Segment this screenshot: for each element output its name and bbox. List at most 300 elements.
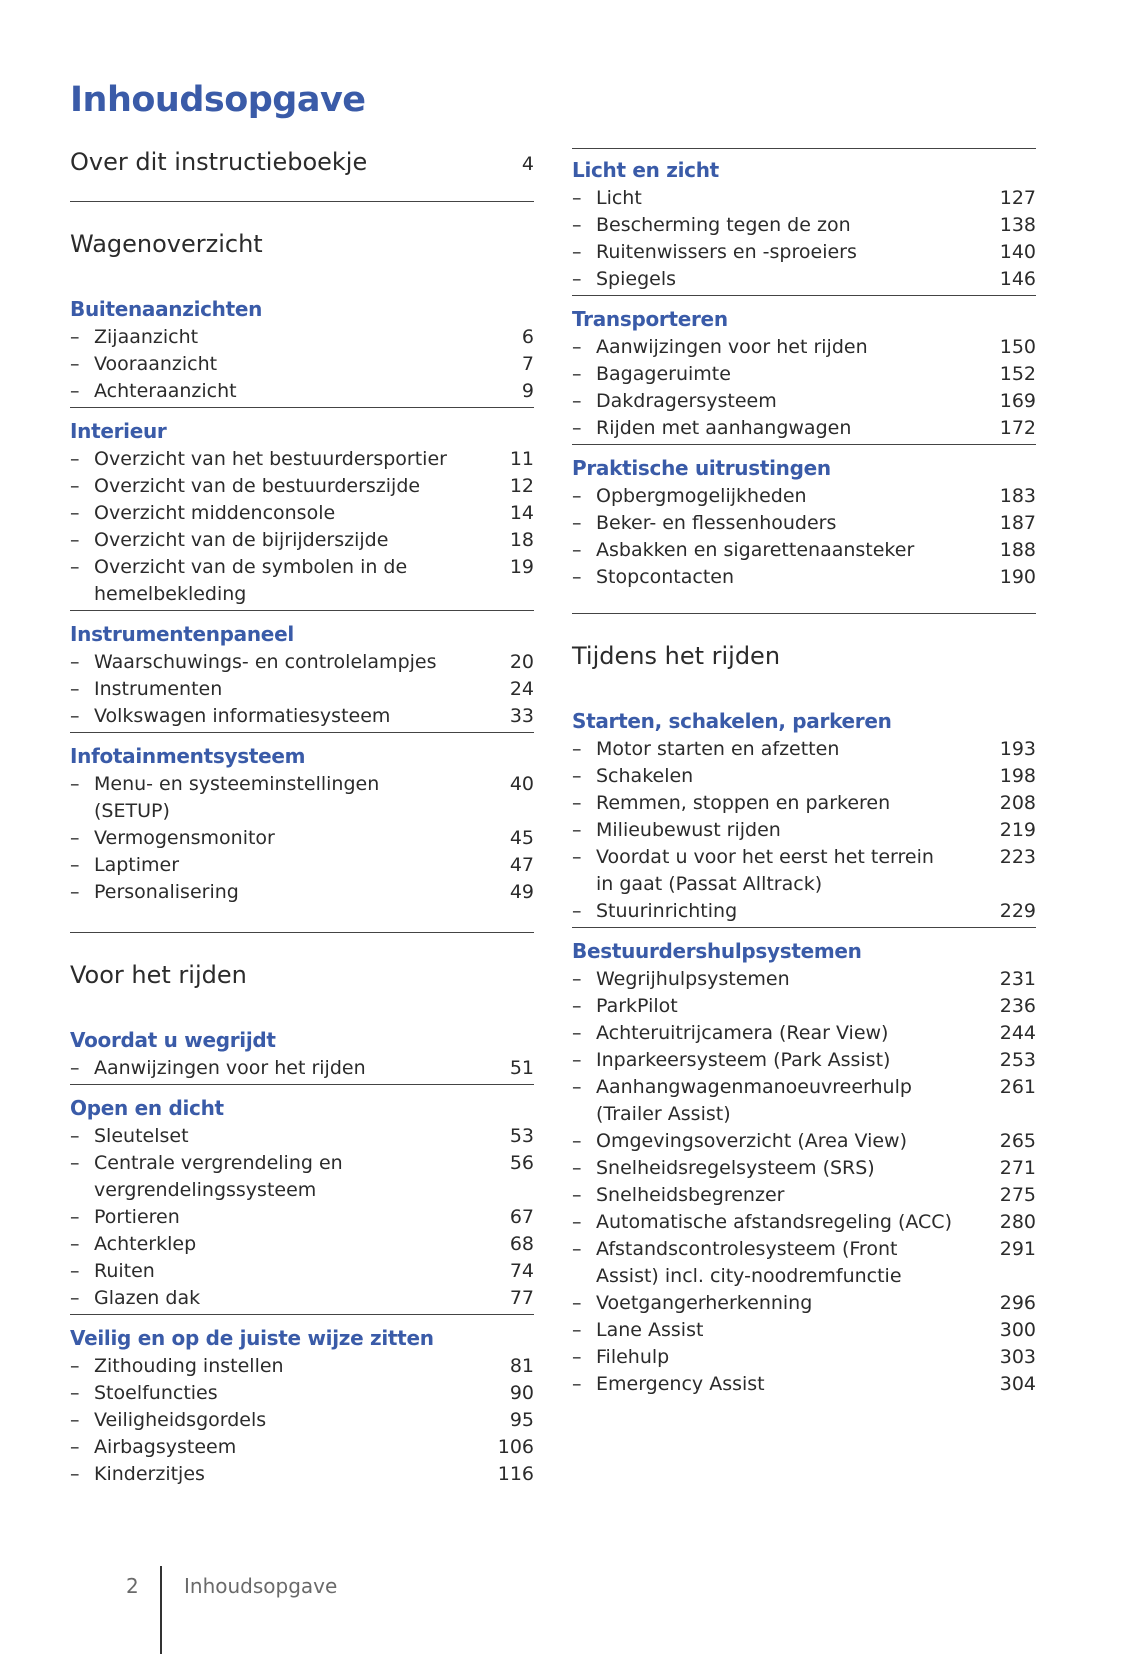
dash-bullet: – <box>572 1292 582 1314</box>
dash-bullet: – <box>70 380 80 402</box>
toc-entry[interactable] <box>572 1074 1036 1128</box>
toc-entry[interactable] <box>572 763 1036 790</box>
toc-entry[interactable] <box>70 1353 534 1380</box>
toc-entry[interactable] <box>70 676 534 703</box>
toc-entry[interactable] <box>572 790 1036 817</box>
toc-entry-page: 296 <box>999 1292 1036 1314</box>
dash-bullet: – <box>70 1409 80 1431</box>
toc-entry-label <box>572 1182 784 1209</box>
section-heading[interactable]: Voordat u wegrijdt <box>70 1028 276 1052</box>
toc-entry-page: 67 <box>509 1206 534 1228</box>
toc-entry[interactable] <box>572 564 1036 591</box>
toc-entry[interactable] <box>70 446 534 473</box>
toc-entry-text: Stoelfuncties <box>94 1382 218 1404</box>
dash-bullet: – <box>70 1382 80 1404</box>
toc-entry-page: 77 <box>509 1287 534 1309</box>
toc-entry-label <box>572 537 914 564</box>
toc-entry-page: 265 <box>999 1130 1036 1152</box>
toc-entry-text: Ruitenwissers en -sproeiers <box>596 241 857 263</box>
toc-entry[interactable] <box>572 361 1036 388</box>
toc-entry[interactable] <box>70 703 534 730</box>
toc-entry-label <box>70 1204 180 1231</box>
toc-entry[interactable] <box>70 649 534 676</box>
toc-entry[interactable] <box>572 1128 1036 1155</box>
footer-page-number: 2 <box>126 1574 139 1598</box>
toc-entry-label <box>572 763 693 790</box>
dash-bullet: – <box>70 326 80 348</box>
toc-entry-label <box>572 564 734 591</box>
toc-entry-text: Aanwijzingen voor het rijden <box>596 336 868 358</box>
toc-entry-text: Bagageruimte <box>596 363 731 385</box>
toc-entry-label <box>70 446 447 473</box>
toc-entry[interactable] <box>70 1434 534 1461</box>
toc-entry-label <box>70 1150 454 1204</box>
toc-entry-page: 300 <box>999 1319 1036 1341</box>
chapter-title: Tijdens het rijden <box>572 642 781 670</box>
dash-bullet: – <box>70 705 80 727</box>
toc-entry-label <box>572 790 890 817</box>
toc-entry-label <box>70 554 454 608</box>
toc-entry-text: Rijden met aanhangwagen <box>596 417 852 439</box>
dash-bullet: – <box>572 268 582 290</box>
dash-bullet: – <box>70 529 80 551</box>
toc-entry[interactable] <box>572 510 1036 537</box>
toc-entry-label <box>70 1407 266 1434</box>
toc-entry-page: 53 <box>509 1125 534 1147</box>
toc-entry-text: Aanwijzingen voor het rijden <box>94 1057 366 1079</box>
toc-entry-label <box>70 676 222 703</box>
toc-entry[interactable] <box>70 378 534 405</box>
toc-entry-text: Achteruitrijcamera (Rear View) <box>596 1022 889 1044</box>
toc-entry-page: 90 <box>509 1382 534 1404</box>
toc-entry[interactable] <box>572 483 1036 510</box>
toc-entry-text: Overzicht middenconsole <box>94 502 336 524</box>
dash-bullet: – <box>572 900 582 922</box>
toc-entry[interactable] <box>572 1047 1036 1074</box>
toc-entry-text: Voordat u voor het eerst het terrein in gaat (Passat Alltrack) <box>596 846 934 895</box>
toc-entry[interactable] <box>572 537 1036 564</box>
dash-bullet: – <box>572 485 582 507</box>
toc-entry-label <box>70 852 179 879</box>
dash-bullet: – <box>70 448 80 470</box>
toc-entry[interactable] <box>572 212 1036 239</box>
toc-entry-page: 12 <box>509 475 534 497</box>
toc-entry-text: Filehulp <box>596 1346 670 1368</box>
toc-entry-label <box>70 1231 196 1258</box>
toc-entry[interactable] <box>572 1182 1036 1209</box>
dash-bullet: – <box>572 539 582 561</box>
toc-entry-text: Volkswagen informatiesysteem <box>94 705 391 727</box>
dash-bullet: – <box>70 1152 80 1174</box>
toc-entry[interactable] <box>70 771 534 825</box>
dash-bullet: – <box>70 502 80 524</box>
dash-bullet: – <box>572 968 582 990</box>
toc-entry[interactable] <box>70 1258 534 1285</box>
toc-entry[interactable] <box>572 1290 1036 1317</box>
dash-bullet: – <box>572 1373 582 1395</box>
toc-entry-page: 183 <box>999 485 1036 507</box>
toc-entry-page: 193 <box>999 738 1036 760</box>
toc-entry-label <box>70 1285 200 1312</box>
toc-entry-label <box>572 239 857 266</box>
toc-entry-text: Kinderzitjes <box>94 1463 205 1485</box>
chapter-sections <box>572 155 1036 591</box>
toc-entry[interactable] <box>70 879 534 906</box>
dash-bullet: – <box>70 1260 80 1282</box>
toc-entry-text: Laptimer <box>94 854 180 876</box>
toc-entry-page: 150 <box>999 336 1036 358</box>
section-heading[interactable]: Transporteren <box>572 307 728 331</box>
dash-bullet: – <box>572 1238 582 1260</box>
dash-bullet: – <box>572 241 582 263</box>
dash-bullet: – <box>572 1049 582 1071</box>
dash-bullet: – <box>70 1355 80 1377</box>
dash-bullet: – <box>70 1057 80 1079</box>
toc-entry-page: 14 <box>509 502 534 524</box>
toc-entry[interactable] <box>70 1231 534 1258</box>
dash-bullet: – <box>572 363 582 385</box>
dash-bullet: – <box>572 738 582 760</box>
toc-entry[interactable] <box>70 351 534 378</box>
chapter-title: Voor het rijden <box>70 961 247 989</box>
toc-entry-page: 138 <box>999 214 1036 236</box>
toc-entry[interactable] <box>572 1236 1036 1290</box>
toc-entry[interactable] <box>572 1155 1036 1182</box>
toc-entry-label <box>572 1236 956 1290</box>
toc-entry-page: 223 <box>999 846 1036 868</box>
toc-entry-page: 229 <box>999 900 1036 922</box>
toc-entry[interactable] <box>70 1380 534 1407</box>
toc-entry-label <box>572 1209 952 1236</box>
toc-entry-label <box>70 527 388 554</box>
chapter-sections <box>572 706 1036 1398</box>
toc-entry-page: 19 <box>509 556 534 578</box>
toc-entry-label <box>572 817 781 844</box>
toc-entry-page: 152 <box>999 363 1036 385</box>
toc-entry-text: Licht <box>596 187 642 209</box>
dash-bullet: – <box>572 792 582 814</box>
section-heading[interactable]: Bestuurdershulpsystemen <box>572 939 862 963</box>
toc-entry-page: 20 <box>509 651 534 673</box>
toc-entry-text: Afstandscontrolesysteem (Front Assist) incl. city-noodremfunctie <box>596 1238 902 1287</box>
dash-bullet: – <box>70 881 80 903</box>
toc-entry-label <box>572 334 868 361</box>
toc-entry-text: Overzicht van de bestuurderszijde <box>94 475 421 497</box>
section-heading[interactable]: Starten, schakelen, parkeren <box>572 709 892 733</box>
dash-bullet: – <box>572 512 582 534</box>
section-heading[interactable]: Open en dicht <box>70 1096 224 1120</box>
toc-entry[interactable] <box>70 473 534 500</box>
toc-entry-page: 187 <box>999 512 1036 534</box>
toc-entry-text: Achterklep <box>94 1233 197 1255</box>
toc-entry[interactable] <box>572 185 1036 212</box>
dash-bullet: – <box>70 651 80 673</box>
section-heading[interactable]: Praktische uitrustingen <box>572 456 831 480</box>
toc-entry-page: 18 <box>509 529 534 551</box>
dash-bullet: – <box>572 1022 582 1044</box>
toc-entry[interactable] <box>572 736 1036 763</box>
toc-entry-page: 304 <box>999 1373 1036 1395</box>
toc-entry-text: Stuurinrichting <box>596 900 738 922</box>
toc-entry-text: Sleutelset <box>94 1125 189 1147</box>
toc-entry-text: ParkPilot <box>596 995 678 1017</box>
toc-entry-label <box>70 879 239 906</box>
toc-entry-text: Instrumenten <box>94 678 223 700</box>
toc-entry-page: 198 <box>999 765 1036 787</box>
toc-entry-text: Zijaanzicht <box>94 326 199 348</box>
toc-entry-text: Voetgangerherkenning <box>596 1292 813 1314</box>
toc-entry[interactable] <box>572 817 1036 844</box>
toc-entry-label <box>572 483 807 510</box>
dash-bullet: – <box>70 678 80 700</box>
toc-entry-text: Automatische afstandsregeling (ACC) <box>596 1211 952 1233</box>
toc-entry-page: 172 <box>999 417 1036 439</box>
section-heading[interactable]: Infotainmentsysteem <box>70 744 306 768</box>
toc-entry-page: 24 <box>509 678 534 700</box>
toc-entry-label <box>572 993 678 1020</box>
toc-entry-text: Menu- en systeeminstellingen (SETUP) <box>94 773 380 822</box>
toc-entry[interactable] <box>572 239 1036 266</box>
toc-entry[interactable] <box>70 554 534 608</box>
dash-bullet: – <box>572 765 582 787</box>
dash-bullet: – <box>572 1130 582 1152</box>
toc-intro-row[interactable] <box>70 148 534 192</box>
dash-bullet: – <box>70 475 80 497</box>
toc-entry-label <box>572 415 851 442</box>
dash-bullet: – <box>70 556 80 578</box>
toc-entry[interactable] <box>70 1204 534 1231</box>
toc-entry[interactable] <box>70 852 534 879</box>
footer-divider <box>160 1566 162 1654</box>
toc-entry-text: Vooraanzicht <box>94 353 218 375</box>
toc-entry-page: 40 <box>509 773 534 795</box>
toc-entry-text: Veiligheidsgordels <box>94 1409 267 1431</box>
toc-entry-page: 291 <box>999 1238 1036 1260</box>
toc-entry-label <box>70 1461 205 1488</box>
toc-entry-label <box>70 378 237 405</box>
toc-entry-page: 9 <box>521 380 534 402</box>
toc-entry[interactable] <box>572 334 1036 361</box>
chapter-title: Wagenoverzicht <box>70 230 263 258</box>
toc-entry[interactable] <box>572 1317 1036 1344</box>
toc-entry-label <box>572 388 777 415</box>
dash-bullet: – <box>70 1233 80 1255</box>
toc-entry-text: Overzicht van de bijrijderszijde <box>94 529 389 551</box>
section-heading[interactable]: Interieur <box>70 419 167 443</box>
dash-bullet: – <box>572 214 582 236</box>
section-heading[interactable]: Buitenaanzichten <box>70 297 263 321</box>
dash-bullet: – <box>572 417 582 439</box>
toc-entry[interactable] <box>572 966 1036 993</box>
toc-entry-text: Personalisering <box>94 881 239 903</box>
toc-entry-text: Wegrijhulpsystemen <box>596 968 790 990</box>
dash-bullet: – <box>70 773 80 795</box>
toc-entry-label <box>70 1434 236 1461</box>
section-heading[interactable]: Veilig en op de juiste wijze zitten <box>70 1326 434 1350</box>
toc-entry-page: 146 <box>999 268 1036 290</box>
dash-bullet: – <box>572 1157 582 1179</box>
toc-entry-text: Overzicht van de symbolen in de hemelbekleding <box>94 556 408 605</box>
toc-entry-text: Stopcontacten <box>596 566 735 588</box>
toc-entry-page: 231 <box>999 968 1036 990</box>
toc-entry[interactable] <box>70 324 534 351</box>
toc-entry-label <box>572 185 642 212</box>
toc-entry-page: 95 <box>509 1409 534 1431</box>
toc-entry-page: 253 <box>999 1049 1036 1071</box>
toc-entry-page: 11 <box>509 448 534 470</box>
toc-entry-label <box>572 1155 875 1182</box>
dash-bullet: – <box>572 846 582 868</box>
toc-entry-page: 47 <box>509 854 534 876</box>
toc-entry-text: Omgevingsoverzicht (Area View) <box>596 1130 908 1152</box>
toc-entry-page: 219 <box>999 819 1036 841</box>
intro-page: 4 <box>521 153 534 175</box>
toc-entry[interactable] <box>572 993 1036 1020</box>
toc-entry-page: 303 <box>999 1346 1036 1368</box>
toc-entry[interactable] <box>70 825 534 852</box>
toc-entry-label <box>572 361 731 388</box>
toc-entry[interactable] <box>572 1371 1036 1398</box>
toc-entry[interactable] <box>70 500 534 527</box>
toc-entry[interactable] <box>70 1123 534 1150</box>
toc-entry-label <box>572 1317 703 1344</box>
toc-entry-text: Bescherming tegen de zon <box>596 214 851 236</box>
toc-entry-page: 56 <box>509 1152 534 1174</box>
toc-entry[interactable] <box>572 1209 1036 1236</box>
toc-entry-label <box>572 736 839 763</box>
toc-entry-page: 275 <box>999 1184 1036 1206</box>
dash-bullet: – <box>70 1287 80 1309</box>
dash-bullet: – <box>572 1076 582 1098</box>
toc-entry-label <box>70 1380 218 1407</box>
toc-entry-page: 236 <box>999 995 1036 1017</box>
toc-entry[interactable] <box>70 1055 534 1082</box>
toc-entry-label <box>70 500 335 527</box>
toc-entry-text: Overzicht van het bestuurdersportier <box>94 448 447 470</box>
toc-entry[interactable] <box>572 415 1036 442</box>
page-title: Inhoudsopgave <box>70 80 366 120</box>
dash-bullet: – <box>70 1206 80 1228</box>
toc-entry-page: 244 <box>999 1022 1036 1044</box>
toc-entry-page: 45 <box>509 827 534 849</box>
toc-entry-text: Centrale vergrendeling en vergrendelingssysteem <box>94 1152 343 1201</box>
toc-entry-label <box>70 1258 155 1285</box>
toc-entry-text: Lane Assist <box>596 1319 704 1341</box>
dash-bullet: – <box>572 187 582 209</box>
toc-entry-label <box>70 351 217 378</box>
toc-entry-text: Spiegels <box>596 268 677 290</box>
toc-entry[interactable] <box>70 1150 534 1204</box>
toc-entry-page: 51 <box>509 1057 534 1079</box>
toc-entry-text: Zithouding instellen <box>94 1355 284 1377</box>
toc-entry-text: Dakdragersysteem <box>596 390 777 412</box>
toc-entry-text: Achteraanzicht <box>94 380 237 402</box>
toc-entry-label <box>572 844 956 898</box>
toc-entry-label <box>70 324 198 351</box>
toc-entry-text: Asbakken en sigarettenaansteker <box>596 539 915 561</box>
toc-entry-text: Vermogensmonitor <box>94 827 275 849</box>
toc-entry-text: Inparkeersysteem (Park Assist) <box>596 1049 891 1071</box>
toc-entry-page: 208 <box>999 792 1036 814</box>
dash-bullet: – <box>572 336 582 358</box>
toc-entry-page: 280 <box>999 1211 1036 1233</box>
dash-bullet: – <box>572 819 582 841</box>
toc-entry-page: 271 <box>999 1157 1036 1179</box>
footer-label: Inhoudsopgave <box>184 1574 338 1598</box>
toc-entry-label <box>572 1128 907 1155</box>
toc-entry-label <box>572 510 836 537</box>
toc-entry-page: 106 <box>497 1436 534 1458</box>
section-heading[interactable]: Licht en zicht <box>572 158 719 182</box>
toc-entry[interactable] <box>70 1407 534 1434</box>
dash-bullet: – <box>70 1125 80 1147</box>
dash-bullet: – <box>70 854 80 876</box>
toc-entry[interactable] <box>70 1285 534 1312</box>
dash-bullet: – <box>572 1346 582 1368</box>
toc-entry-text: Motor starten en afzetten <box>596 738 840 760</box>
toc-entry-text: Snelheidsregelsysteem (SRS) <box>596 1157 875 1179</box>
toc-entry[interactable] <box>70 527 534 554</box>
dash-bullet: – <box>70 827 80 849</box>
toc-entry-page: 140 <box>999 241 1036 263</box>
toc-entry-label <box>70 1055 366 1082</box>
intro-title: Over dit instructieboekje <box>70 148 368 176</box>
toc-entry-text: Opbergmogelijkheden <box>596 485 807 507</box>
section-heading[interactable]: Instrumentenpaneel <box>70 622 294 646</box>
toc-entry-label <box>70 825 275 852</box>
dash-bullet: – <box>70 353 80 375</box>
toc-entry[interactable] <box>572 1020 1036 1047</box>
toc-entry[interactable] <box>572 898 1036 925</box>
toc-entry-text: Glazen dak <box>94 1287 201 1309</box>
toc-right-column <box>572 148 1036 1398</box>
toc-entry-page: 116 <box>497 1463 534 1485</box>
toc-entry-label <box>70 703 390 730</box>
toc-entry[interactable] <box>572 1344 1036 1371</box>
toc-entry-label <box>572 212 851 239</box>
dash-bullet: – <box>572 390 582 412</box>
chapter-sections <box>70 1025 534 1488</box>
toc-entry-text: Waarschuwings- en controlelampjes <box>94 651 437 673</box>
toc-entry-label <box>572 1344 669 1371</box>
chapter-sections <box>70 294 534 906</box>
toc-entry-page: 188 <box>999 539 1036 561</box>
toc-entry-label <box>572 266 676 293</box>
toc-entry-label <box>572 1371 765 1398</box>
toc-entry-label <box>572 966 790 993</box>
toc-entry-text: Beker- en flessenhouders <box>596 512 837 534</box>
toc-entry[interactable] <box>572 388 1036 415</box>
toc-entry[interactable] <box>572 844 1036 898</box>
toc-entry-text: Remmen, stoppen en parkeren <box>596 792 891 814</box>
toc-entry-label <box>572 1074 956 1128</box>
toc-entry-label <box>572 898 737 925</box>
toc-entry-page: 169 <box>999 390 1036 412</box>
toc-entry-page: 127 <box>999 187 1036 209</box>
dash-bullet: – <box>572 1211 582 1233</box>
dash-bullet: – <box>572 1319 582 1341</box>
toc-entry-label <box>572 1047 890 1074</box>
toc-entry-label <box>572 1020 888 1047</box>
toc-entry-page: 190 <box>999 566 1036 588</box>
toc-entry-page: 68 <box>509 1233 534 1255</box>
toc-entry[interactable] <box>70 1461 534 1488</box>
toc-entry[interactable] <box>572 266 1036 293</box>
toc-entry-label <box>70 1353 284 1380</box>
toc-entry-label <box>70 771 454 825</box>
toc-entry-text: Snelheidsbegrenzer <box>596 1184 785 1206</box>
toc-entry-label <box>70 473 420 500</box>
